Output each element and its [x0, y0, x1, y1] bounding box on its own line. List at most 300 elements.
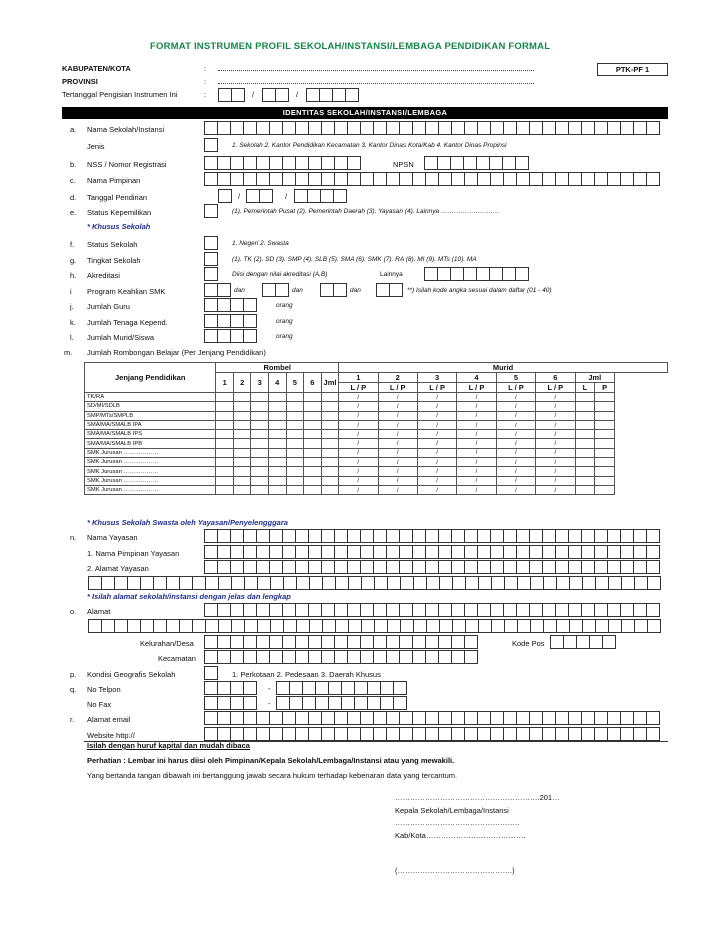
rombel-cell[interactable] [286, 476, 304, 485]
rombel-cell[interactable] [216, 458, 234, 467]
kode-pos-label: Kode Pos [512, 639, 545, 648]
tanggal-month-cells[interactable] [262, 88, 288, 102]
rombel-cell[interactable] [269, 467, 287, 476]
murid-cell[interactable]: / [378, 393, 417, 402]
murid-cell[interactable]: / [378, 430, 417, 439]
murid-jml-cell[interactable] [595, 393, 615, 402]
pimpinan-yayasan-cells[interactable] [204, 545, 659, 559]
murid-col: 1 [339, 373, 378, 383]
kode-pos-cells[interactable] [550, 635, 615, 649]
rombel-cell[interactable] [233, 420, 251, 429]
rombel-cell[interactable] [233, 439, 251, 448]
tingkat-sekolah-label: Tingkat Sekolah [87, 256, 141, 265]
murid-cell[interactable]: / [536, 485, 575, 494]
rombel-cell[interactable] [216, 393, 234, 402]
murid-cell[interactable]: / [417, 476, 456, 485]
status-sekolah-options: 1. Negeri 2. Swasta [232, 240, 289, 247]
jenjang-level: SMK Jurusan ……………… [85, 448, 216, 457]
rombel-cell[interactable] [269, 411, 287, 420]
rombel-cell[interactable] [251, 402, 269, 411]
program-keahlian-label: Program Keahlian SMK [87, 287, 166, 296]
murid-cell[interactable]: / [496, 430, 535, 439]
rombel-label: Jumlah Rombongan Belajar (Per Jenjang Pendidikan) [87, 348, 266, 357]
murid-jml-cell[interactable] [575, 393, 595, 402]
table-row [85, 439, 668, 448]
rombel-header: Rombel [216, 363, 339, 373]
murid-cell[interactable]: / [339, 439, 378, 448]
rombel-cell[interactable] [304, 439, 322, 448]
alamat-yayasan-label: 2. Alamat Yayasan [87, 564, 149, 573]
murid-cell[interactable]: / [339, 467, 378, 476]
murid-cell[interactable]: / [536, 467, 575, 476]
rombel-cell[interactable] [216, 476, 234, 485]
murid-cell[interactable]: / [339, 393, 378, 402]
murid-cell[interactable]: / [378, 458, 417, 467]
rombel-cell[interactable] [233, 458, 251, 467]
murid-cell[interactable]: / [417, 420, 456, 429]
rombel-col: 6 [304, 373, 322, 393]
rombel-cell[interactable] [304, 467, 322, 476]
telpon-area-cells[interactable] [204, 681, 256, 695]
rombel-cell[interactable] [304, 411, 322, 420]
rombel-cell[interactable] [233, 476, 251, 485]
rombel-cell[interactable] [286, 439, 304, 448]
rombel-cell[interactable] [304, 485, 322, 494]
rombel-cell[interactable] [233, 485, 251, 494]
program-3-cells[interactable] [320, 283, 346, 297]
murid-cell[interactable]: / [457, 402, 496, 411]
rombel-cell[interactable] [321, 420, 339, 429]
murid-cell[interactable]: / [457, 411, 496, 420]
rombel-cell[interactable] [304, 420, 322, 429]
rombel-cell[interactable] [286, 420, 304, 429]
colon: : [204, 64, 207, 73]
slash: / [285, 192, 288, 201]
rombel-cell[interactable] [304, 393, 322, 402]
murid-cell[interactable]: / [536, 448, 575, 457]
jenjang-level: SMP/MTs/SMPLB [85, 411, 216, 420]
rombel-cell[interactable] [304, 458, 322, 467]
rombel-cell[interactable] [216, 430, 234, 439]
murid-cell[interactable]: / [378, 467, 417, 476]
table-row [85, 420, 668, 429]
rombel-cell[interactable] [269, 430, 287, 439]
murid-jml-cell[interactable] [595, 458, 615, 467]
rombel-cell[interactable] [216, 402, 234, 411]
geografis-cell[interactable] [204, 666, 217, 680]
tingkat-sekolah-cell[interactable] [204, 252, 217, 266]
akreditasi-label: Akreditasi [87, 271, 120, 280]
murid-cell[interactable]: / [496, 420, 535, 429]
jenjang-level: SMA/MA/SMALB IPA [85, 420, 216, 429]
rombel-cell[interactable] [321, 485, 339, 494]
nss-label: NSS / Nomor Registrasi [87, 160, 167, 169]
provinsi-input[interactable] [218, 78, 534, 84]
murid-col: 4 [457, 373, 496, 383]
murid-cell[interactable]: / [496, 476, 535, 485]
jumlah-murid-label: Jumlah Murid/Siswa [87, 333, 155, 342]
nss-cells[interactable] [204, 156, 360, 170]
alamat-yayasan-cells[interactable] [204, 560, 659, 574]
murid-cell[interactable]: / [457, 458, 496, 467]
rombel-cell[interactable] [286, 458, 304, 467]
rombel-cell[interactable] [216, 411, 234, 420]
rombel-cell[interactable] [269, 485, 287, 494]
jenjang-level: TK/RA [85, 393, 216, 402]
murid-cell[interactable]: / [417, 458, 456, 467]
murid-jml-cell[interactable] [575, 420, 595, 429]
letter-i: i [70, 287, 72, 296]
dan-label: dan [292, 287, 303, 294]
murid-jml-cell[interactable] [575, 411, 595, 420]
form-code: PTK-PF 1 [597, 63, 668, 76]
jenjang-level: SMA/MA/SMALB IPS [85, 430, 216, 439]
murid-cell[interactable]: / [457, 476, 496, 485]
rombel-cell[interactable] [251, 420, 269, 429]
tanggal-year-cells[interactable] [306, 88, 358, 102]
murid-cell[interactable]: / [417, 439, 456, 448]
rombel-cell[interactable] [269, 476, 287, 485]
rombel-cell[interactable] [251, 448, 269, 457]
rombel-cell[interactable] [251, 439, 269, 448]
murid-cell[interactable]: / [339, 420, 378, 429]
murid-cell[interactable]: / [496, 485, 535, 494]
nama-yayasan-label: Nama Yayasan [87, 533, 138, 542]
murid-cell[interactable]: / [457, 430, 496, 439]
colon: : [204, 90, 207, 99]
rombel-cell[interactable] [251, 485, 269, 494]
jenjang-header: Jenjang Pendidikan [85, 363, 216, 393]
rombel-cell[interactable] [233, 448, 251, 457]
letter-d: d. [70, 193, 77, 202]
murid-cell[interactable]: / [378, 448, 417, 457]
rombel-cell[interactable] [321, 448, 339, 457]
program-2-cells[interactable] [262, 283, 288, 297]
table-row [85, 402, 668, 411]
murid-cell[interactable]: / [457, 420, 496, 429]
rombel-cell[interactable] [216, 485, 234, 494]
page-title: FORMAT INSTRUMEN PROFIL SEKOLAH/INSTANSI/LEMBAGA PENDIDIKAN FORMAL [150, 41, 551, 52]
jumlah-guru-cells[interactable] [204, 298, 256, 312]
murid-cell[interactable]: / [339, 485, 378, 494]
rombel-cell[interactable] [286, 430, 304, 439]
rombel-cell[interactable] [233, 430, 251, 439]
program-1-cells[interactable] [204, 283, 230, 297]
murid-cell[interactable]: / [496, 393, 535, 402]
rombel-cell[interactable] [216, 439, 234, 448]
kecamatan-cells[interactable] [204, 650, 477, 664]
rombel-cell[interactable] [321, 458, 339, 467]
murid-cell[interactable]: / [378, 485, 417, 494]
signature-kab: Kab/Kota…………………………………. [395, 831, 526, 840]
murid-cell[interactable]: / [536, 393, 575, 402]
murid-cell[interactable]: / [496, 439, 535, 448]
jenjang-level: SMK Jurusan ……………… [85, 485, 216, 494]
slash: / [296, 90, 299, 99]
murid-jml-cell[interactable] [575, 467, 595, 476]
murid-jml-cell[interactable] [575, 476, 595, 485]
murid-jml-cell[interactable] [575, 458, 595, 467]
nama-sekolah-cells[interactable] [204, 121, 659, 135]
rombel-cell[interactable] [251, 458, 269, 467]
email-label: Alamat email [87, 715, 131, 724]
murid-jml-cell[interactable] [575, 485, 595, 494]
murid-cell[interactable]: / [378, 402, 417, 411]
note-kapital: Isilah dengan huruf kapital dan mudah dibaca [87, 741, 250, 750]
murid-cell[interactable]: / [536, 420, 575, 429]
letter-m: m. [64, 348, 73, 357]
murid-jml-cell[interactable] [595, 430, 615, 439]
rombel-col: 2 [233, 373, 251, 393]
rombel-cell[interactable] [321, 430, 339, 439]
rombel-cell[interactable] [286, 448, 304, 457]
rombel-col: 3 [251, 373, 269, 393]
pendirian-year-cells[interactable] [294, 189, 346, 203]
table-row [85, 485, 668, 494]
email-cells[interactable] [204, 711, 659, 725]
alamat-cells-2[interactable] [88, 619, 660, 633]
kabupaten-input[interactable] [218, 65, 534, 71]
l-label: L [575, 383, 595, 393]
signature-name: (……………………………………….) [395, 866, 515, 875]
note-bertanda: Yang bertanda tangan dibawah ini bertanggung jawab secara hukum terhadap kebenaran data yang tercantum. [87, 771, 458, 780]
murid-cell[interactable]: / [378, 411, 417, 420]
rombel-cell[interactable] [269, 402, 287, 411]
murid-cell[interactable]: / [378, 420, 417, 429]
rombel-cell[interactable] [321, 467, 339, 476]
murid-jml-cell[interactable] [575, 402, 595, 411]
rombel-cell[interactable] [286, 411, 304, 420]
murid-cell[interactable]: / [417, 430, 456, 439]
akreditasi-cell[interactable] [204, 267, 217, 281]
murid-cell[interactable]: / [536, 411, 575, 420]
rombel-cell[interactable] [216, 467, 234, 476]
rombel-cell[interactable] [269, 439, 287, 448]
murid-cell[interactable]: / [417, 448, 456, 457]
table-row [85, 476, 668, 485]
dan-label: dan [350, 287, 361, 294]
jumlah-guru-label: Jumlah Guru [87, 302, 130, 311]
murid-jml-cell[interactable] [595, 402, 615, 411]
rombel-cell[interactable] [286, 467, 304, 476]
rombel-cell[interactable] [269, 393, 287, 402]
signature-dots: ………………………………………….. [395, 818, 520, 827]
fax-area-cells[interactable] [204, 696, 256, 710]
nama-yayasan-cells[interactable] [204, 529, 659, 543]
letter-r: r. [70, 715, 75, 724]
rombel-cell[interactable] [321, 402, 339, 411]
murid-cell[interactable]: / [457, 393, 496, 402]
murid-cell[interactable]: / [457, 467, 496, 476]
status-kepemilikan-cell[interactable] [204, 204, 217, 218]
letter-a: a. [70, 125, 77, 134]
pendirian-month-cells[interactable] [246, 189, 272, 203]
rombel-cell[interactable] [251, 411, 269, 420]
murid-cell[interactable]: / [457, 448, 496, 457]
murid-cell[interactable]: / [378, 439, 417, 448]
rombel-cell[interactable] [304, 430, 322, 439]
murid-jml-cell[interactable] [595, 467, 615, 476]
rombel-cell[interactable] [321, 411, 339, 420]
murid-cell[interactable]: / [378, 476, 417, 485]
rombel-cell[interactable] [269, 448, 287, 457]
program-4-cells[interactable] [376, 283, 402, 297]
murid-cell[interactable]: / [496, 402, 535, 411]
letter-q: q. [70, 685, 77, 694]
murid-col: 2 [378, 373, 417, 383]
rombel-cell[interactable] [304, 402, 322, 411]
jenis-cell[interactable] [204, 138, 217, 152]
rombel-cell[interactable] [304, 476, 322, 485]
murid-cell[interactable]: / [496, 448, 535, 457]
letter-k: k. [70, 318, 76, 327]
murid-cell[interactable]: / [496, 467, 535, 476]
fax-number-cells[interactable] [276, 696, 406, 710]
murid-cell[interactable]: / [417, 393, 456, 402]
website-cells[interactable] [204, 727, 659, 741]
kecamatan-label: Kecamatan [158, 654, 196, 663]
rombel-cell[interactable] [233, 467, 251, 476]
murid-jml-cell[interactable] [595, 448, 615, 457]
murid-col: 6 [536, 373, 575, 383]
murid-cell[interactable]: / [536, 439, 575, 448]
khusus-sekolah-heading: * Khusus Sekolah [87, 222, 151, 231]
tanggal-label: Tertanggal Pengisian Instrumen Ini [62, 90, 178, 99]
rombel-cell[interactable] [251, 430, 269, 439]
program-note: **) Isilah kode angka sesuai dalam daftar (01 - 40) [407, 287, 552, 294]
slash: / [238, 192, 241, 201]
letter-h: h. [70, 271, 77, 280]
nama-pimpinan-cells[interactable] [204, 172, 659, 186]
murid-cell[interactable]: / [417, 467, 456, 476]
kelurahan-cells[interactable] [204, 635, 477, 649]
murid-col: 5 [496, 373, 535, 383]
jumlah-tenaga-cells[interactable] [204, 314, 256, 328]
murid-cell[interactable]: / [496, 411, 535, 420]
website-label: Website http:// [87, 731, 135, 740]
murid-jml-cell[interactable] [595, 476, 615, 485]
rombel-cell[interactable] [321, 439, 339, 448]
rombel-cell[interactable] [233, 393, 251, 402]
murid-cell[interactable]: / [536, 476, 575, 485]
jumlah-tenaga-label: Jumlah Tenaga Kepend. [87, 318, 168, 327]
dan-label: dan [234, 287, 245, 294]
akreditasi-lainnya-cells[interactable] [424, 267, 528, 281]
telpon-number-cells[interactable] [276, 681, 406, 695]
murid-header: Murid [339, 363, 668, 373]
murid-jml-cell[interactable] [595, 439, 615, 448]
rombel-cell[interactable] [321, 476, 339, 485]
murid-col: 3 [417, 373, 456, 383]
rombel-cell[interactable] [286, 393, 304, 402]
murid-cell[interactable]: / [417, 402, 456, 411]
alamat-yayasan-cells-2[interactable] [88, 576, 660, 590]
rombel-cell[interactable] [304, 448, 322, 457]
murid-cell[interactable]: / [339, 448, 378, 457]
status-kepemilikan-options: (1). Pemerintah Pusat (2). Pemerintah Daerah (3). Yayasan (4). Lainnya ……………………… [232, 208, 500, 215]
kabupaten-label: KABUPATEN/KOTA [62, 64, 131, 73]
alamat-label: Alamat [87, 607, 111, 616]
rombel-cell[interactable] [286, 485, 304, 494]
colon: : [204, 77, 207, 86]
letter-f: f. [70, 240, 75, 249]
provinsi-label: PROVINSI [62, 77, 98, 86]
table-row [85, 430, 668, 439]
tanggal-pendirian-label: Tanggal Pendirian [87, 193, 148, 202]
murid-cell[interactable]: / [339, 476, 378, 485]
murid-cell[interactable]: / [339, 430, 378, 439]
status-kepemilikan-label: Status Kepemilikan [87, 208, 152, 217]
pendirian-day-cells[interactable] [218, 189, 231, 203]
rombel-cell[interactable] [251, 393, 269, 402]
murid-cell[interactable]: / [417, 411, 456, 420]
rombel-cell[interactable] [216, 420, 234, 429]
murid-cell[interactable]: / [457, 439, 496, 448]
letter-g: g. [70, 256, 77, 265]
rombel-cell[interactable] [251, 476, 269, 485]
rombel-table [84, 362, 668, 495]
letter-p: p. [70, 670, 77, 679]
murid-cell[interactable]: / [339, 402, 378, 411]
jumlah-murid-cells[interactable] [204, 329, 256, 343]
lp-label: L / P [339, 383, 378, 393]
orang-label: orang [276, 318, 293, 325]
rombel-cell[interactable] [286, 402, 304, 411]
murid-cell[interactable]: / [536, 402, 575, 411]
rombel-cell[interactable] [233, 402, 251, 411]
tanggal-day-cells[interactable] [218, 88, 244, 102]
dash: - [268, 699, 271, 708]
rombel-cell[interactable] [269, 458, 287, 467]
npsn-cells[interactable] [424, 156, 528, 170]
rombel-cell[interactable] [321, 393, 339, 402]
rombel-col: 1 [216, 373, 234, 393]
rombel-cell[interactable] [233, 411, 251, 420]
murid-cell[interactable]: / [339, 458, 378, 467]
murid-jml-cell[interactable] [595, 420, 615, 429]
murid-cell[interactable]: / [496, 458, 535, 467]
murid-cell[interactable]: / [417, 485, 456, 494]
murid-cell[interactable]: / [536, 430, 575, 439]
geografis-label: Kondisi Geografis Sekolah [87, 670, 176, 679]
geografis-options: 1. Perkotaan 2. Pedesaan 3. Daerah Khusus [232, 670, 381, 679]
jenjang-level: SMK Jurusan ……………… [85, 467, 216, 476]
lainnya-label: Lainnya [380, 271, 403, 278]
murid-jml-cell[interactable] [595, 485, 615, 494]
yayasan-heading: * Khusus Sekolah Swasta oleh Yayasan/Penyelengggara [87, 518, 288, 527]
murid-cell[interactable]: / [339, 411, 378, 420]
rombel-cell[interactable] [251, 467, 269, 476]
alamat-cells[interactable] [204, 603, 659, 617]
murid-jml-cell[interactable] [575, 439, 595, 448]
lp-label: L / P [496, 383, 535, 393]
orang-label: orang [276, 302, 293, 309]
murid-cell[interactable]: / [457, 485, 496, 494]
murid-jml-cell[interactable] [575, 430, 595, 439]
fax-label: No Fax [87, 700, 112, 709]
murid-jml-cell[interactable] [595, 411, 615, 420]
rombel-cell[interactable] [269, 420, 287, 429]
pimpinan-yayasan-label: 1. Nama Pimpinan Yayasan [87, 549, 180, 558]
jenjang-level: SD/MI/SDLB [85, 402, 216, 411]
rombel-col: Jml [321, 373, 339, 393]
signature-date: ………………………………………………….201… [395, 793, 560, 802]
section-bar: IDENTITAS SEKOLAH/INSTANSI/LEMBAGA [62, 107, 668, 119]
status-sekolah-cell[interactable] [204, 236, 217, 250]
rombel-cell[interactable] [216, 448, 234, 457]
murid-cell[interactable]: / [536, 458, 575, 467]
murid-jml-cell[interactable] [575, 448, 595, 457]
